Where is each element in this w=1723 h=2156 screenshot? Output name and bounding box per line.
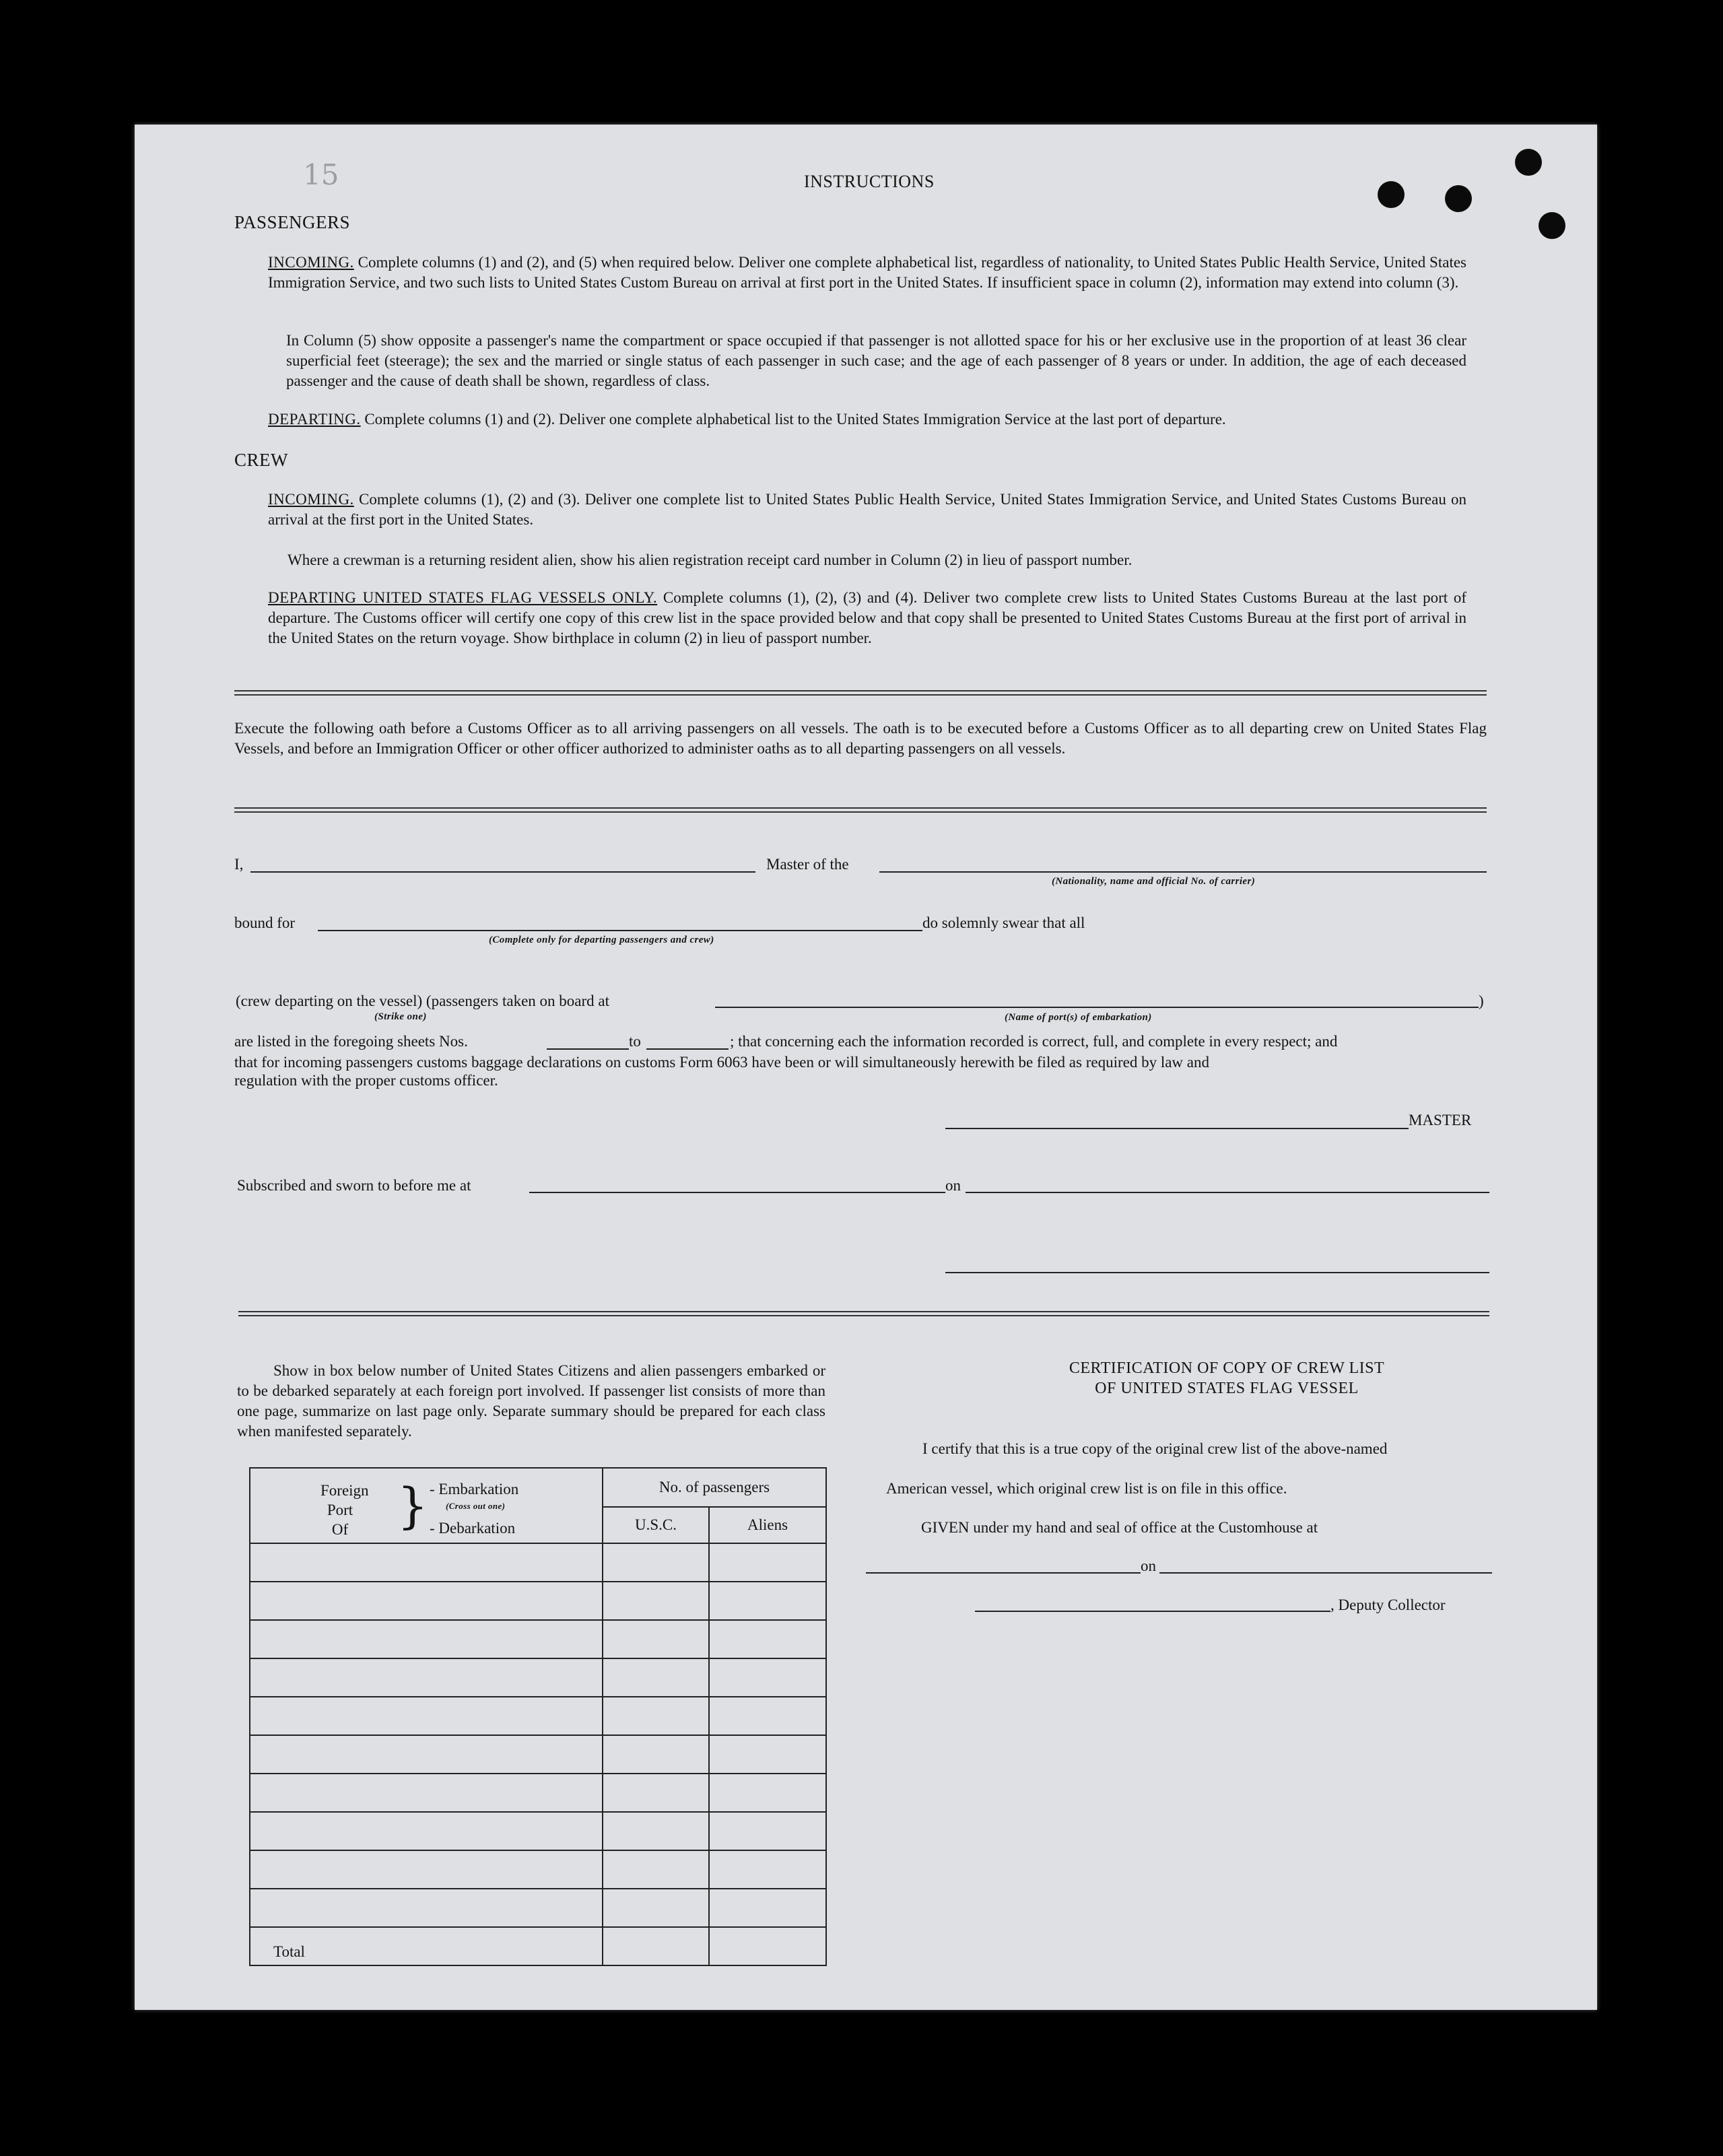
bound-for-note: (Complete only for departing passengers and crew) <box>489 935 714 945</box>
usc-cell[interactable] <box>603 1850 709 1889</box>
aliens-cell[interactable] <box>709 1582 826 1620</box>
listed-start: are listed in the foregoing sheets Nos. <box>234 1033 468 1050</box>
crew-incoming-text: Complete columns (1), (2) and (3). Deliver one complete list to United States Public Health Service, United States Immigration Service, and United States Customs Bureau on arrival at the first port in the United States. <box>268 491 1467 528</box>
carrier-field[interactable] <box>879 871 1487 873</box>
port-cell[interactable] <box>250 1697 603 1735</box>
port-cell[interactable] <box>250 1774 603 1812</box>
port-cell[interactable] <box>250 1658 603 1697</box>
subscribed-place-field[interactable] <box>529 1192 945 1193</box>
master-signature-field[interactable] <box>945 1128 1409 1129</box>
punch-hole <box>1445 185 1472 212</box>
oath-line-2: that for incoming passengers customs baggage declarations on customs Form 6063 have been or will simultaneously herewith be filed as required by law and <box>234 1054 1210 1071</box>
no-of-passengers-header: No. of passengers <box>603 1468 826 1507</box>
table-row <box>250 1850 826 1889</box>
port-note: (Name of port(s) of embarkation) <box>1005 1012 1152 1023</box>
debarkation-label: - Debarkation <box>430 1520 516 1537</box>
port-header-cell <box>250 1468 603 1543</box>
crew-incoming-label: INCOMING. <box>268 491 354 508</box>
usc-cell[interactable] <box>603 1774 709 1812</box>
passengers-departing-text: Complete columns (1) and (2). Deliver one complete alphabetical list to the United States Immigration Service at the last port of departure. <box>364 411 1226 428</box>
crew-returning-paragraph: Where a crewman is a returning resident alien, show his alien registration receipt card number in Column (2) in lieu of passport number. <box>288 551 1133 568</box>
table-row <box>250 1620 826 1658</box>
page-title: INSTRUCTIONS <box>804 172 935 191</box>
nationality-note: (Nationality, name and official No. of carrier) <box>1052 876 1256 887</box>
oath-line-3: regulation with the proper customs officer. <box>234 1072 498 1089</box>
foreign-label: Foreign <box>320 1482 369 1499</box>
divider <box>234 690 1487 692</box>
divider <box>234 811 1487 813</box>
port-cell[interactable] <box>250 1889 603 1927</box>
usc-cell[interactable] <box>603 1543 709 1582</box>
table-row <box>250 1658 826 1697</box>
aliens-total-cell[interactable] <box>709 1927 826 1965</box>
passengers-incoming-paragraph <box>268 252 1466 293</box>
aliens-cell[interactable] <box>709 1889 826 1927</box>
embarkation-label: - Embarkation <box>430 1481 519 1497</box>
port-label: Port <box>327 1502 353 1518</box>
usc-cell[interactable] <box>603 1697 709 1735</box>
divider <box>238 1315 1489 1316</box>
usc-cell[interactable] <box>603 1582 709 1620</box>
bound-for-label: bound for <box>234 914 296 931</box>
subscribed-on-label: on <box>945 1177 961 1194</box>
brace-icon: } <box>397 1477 428 1534</box>
aliens-cell[interactable] <box>709 1697 826 1735</box>
foreign-port-of <box>320 1481 369 1539</box>
passenger-summary-table <box>249 1467 827 1966</box>
strike-one-note: (Strike one) <box>374 1011 427 1022</box>
crew-departing-paragraph <box>268 588 1466 648</box>
table-row <box>250 1774 826 1812</box>
passengers-departing-paragraph <box>268 409 1473 430</box>
punch-hole <box>1515 149 1542 176</box>
port-cell[interactable] <box>250 1812 603 1850</box>
aliens-header: Aliens <box>709 1507 826 1543</box>
bound-for-field[interactable] <box>318 930 922 931</box>
passengers-incoming-label: INCOMING. <box>268 254 354 271</box>
certification-title <box>910 1358 1543 1399</box>
punch-hole <box>1539 212 1565 239</box>
passengers-column5-paragraph: In Column (5) show opposite a passenger's name the compartment or space occupied if that passenger is not allotted space for his or her exclusive use in the proportion of at least 36 clear superficial feet (steerage); the sex and the married or single status of each passenger in such case; and the age of each passenger of 8 years or under. In addition, the age of each deceased passenger and the cause of death shall be shown, regardless of class. <box>286 332 1466 389</box>
usc-cell[interactable] <box>603 1889 709 1927</box>
cross-out-note: (Cross out one) <box>446 1501 506 1511</box>
sheet-from-field[interactable] <box>547 1048 629 1050</box>
crew-incoming-paragraph <box>268 490 1466 530</box>
certification-title-line2: OF UNITED STATES FLAG VESSEL <box>1095 1380 1359 1397</box>
total-label: Total <box>250 1927 603 1965</box>
oath-i-label: I, <box>234 856 244 873</box>
aliens-cell[interactable] <box>709 1658 826 1697</box>
aliens-cell[interactable] <box>709 1774 826 1812</box>
close-paren: ) <box>1479 992 1484 1009</box>
usc-total-cell[interactable] <box>603 1927 709 1965</box>
deputy-collector-label: , Deputy Collector <box>1330 1596 1446 1613</box>
aliens-cell[interactable] <box>709 1543 826 1582</box>
port-cell[interactable] <box>250 1735 603 1774</box>
officer-signature-field[interactable] <box>945 1272 1489 1273</box>
certify-line-1: I certify that this is a true copy of the original crew list of the above-named <box>922 1440 1388 1457</box>
handwritten-stamp: 15 <box>303 158 339 191</box>
table-row <box>250 1735 826 1774</box>
subscribed-date-field[interactable] <box>966 1192 1489 1193</box>
port-field[interactable] <box>715 1007 1479 1008</box>
table-row <box>250 1582 826 1620</box>
usc-cell[interactable] <box>603 1620 709 1658</box>
aliens-cell[interactable] <box>709 1850 826 1889</box>
divider <box>238 1311 1489 1312</box>
subscribed-label: Subscribed and sworn to before me at <box>237 1177 471 1194</box>
table-row <box>250 1543 826 1582</box>
crew-departing-label: DEPARTING UNITED STATES FLAG VESSELS ONLY. <box>268 589 658 606</box>
port-cell[interactable] <box>250 1543 603 1582</box>
sheet-to-field[interactable] <box>646 1048 729 1050</box>
port-cell[interactable] <box>250 1620 603 1658</box>
to-label: to <box>629 1033 641 1050</box>
crew-departing-label: (crew departing on the vessel) (passengers taken on board at <box>236 992 609 1009</box>
table-row <box>250 1697 826 1735</box>
master-label: MASTER <box>1409 1112 1472 1128</box>
table-row <box>250 1889 826 1927</box>
passengers-departing-label: DEPARTING. <box>268 411 361 428</box>
table-row <box>250 1812 826 1850</box>
divider <box>234 807 1487 809</box>
aliens-cell[interactable] <box>709 1735 826 1774</box>
master-name-field[interactable] <box>250 871 755 873</box>
usc-cell[interactable] <box>603 1658 709 1697</box>
usc-header: U.S.C. <box>603 1507 709 1543</box>
customhouse-field[interactable] <box>866 1572 1141 1574</box>
given-line: GIVEN under my hand and seal of office at the Customhouse at <box>921 1519 1318 1536</box>
usc-cell[interactable] <box>603 1812 709 1850</box>
usc-cell[interactable] <box>603 1735 709 1774</box>
passengers-incoming-text: Complete columns (1) and (2), and (5) when required below. Deliver one complete alphabetical list, regardless of nationality, to United States Public Health Service, United States Immigration Service, and two such lists to United States Custom Bureau on arrival at first port in the United States. If insufficient space in column (2), information may extend into column (3). <box>268 254 1466 291</box>
summary-instructions: Show in box below number of United States Citizens and alien passengers embarked or to be debarked separately at each foreign port involved. If passenger list consists of more than one page, summarize on last page only. Separate summary should be prepared for each class when manifested separately. <box>237 1362 825 1440</box>
certification-on-label: on <box>1141 1557 1156 1574</box>
of-label: Of <box>331 1521 349 1538</box>
certify-line-2: American vessel, which original crew list is on file in this office. <box>886 1480 1287 1497</box>
port-cell[interactable] <box>250 1582 603 1620</box>
total-row <box>250 1927 826 1965</box>
aliens-cell[interactable] <box>709 1620 826 1658</box>
document-page <box>135 125 1597 2010</box>
crew-departing-text: Complete columns (1), (2), (3) and (4). Deliver two complete crew lists to United States Customs Bureau at the last port of departure. The Customs officer will certify one copy of this crew list in the space provided below and that copy shall be presented to United States Customs Bureau at the first port of arrival in the United States on the return voyage. Show birthplace in column (2) in lieu of passport number. <box>268 589 1466 646</box>
deputy-signature-field[interactable] <box>975 1611 1330 1612</box>
oath-instructions: Execute the following oath before a Customs Officer as to all arriving passengers on all vessels. The oath is to be executed before a Customs Officer as to all departing crew on United States Flag Vessels, and before an Immigration Officer or other officer authorized to administer oaths as to all departing passengers on all vessels. <box>234 720 1487 757</box>
port-cell[interactable] <box>250 1850 603 1889</box>
swear-label: do solemnly swear that all <box>922 914 1085 931</box>
certification-date-field[interactable] <box>1159 1572 1492 1574</box>
certification-title-line1: CERTIFICATION OF COPY OF CREW LIST <box>1069 1359 1385 1377</box>
master-of-the-label: Master of the <box>766 856 849 873</box>
aliens-cell[interactable] <box>709 1812 826 1850</box>
crew-heading: CREW <box>234 450 288 470</box>
punch-hole <box>1378 181 1405 208</box>
listed-rest: ; that concerning each the information recorded is correct, full, and complete in every respect; and <box>730 1033 1338 1050</box>
passengers-heading: PASSENGERS <box>234 212 351 232</box>
divider <box>234 694 1487 696</box>
